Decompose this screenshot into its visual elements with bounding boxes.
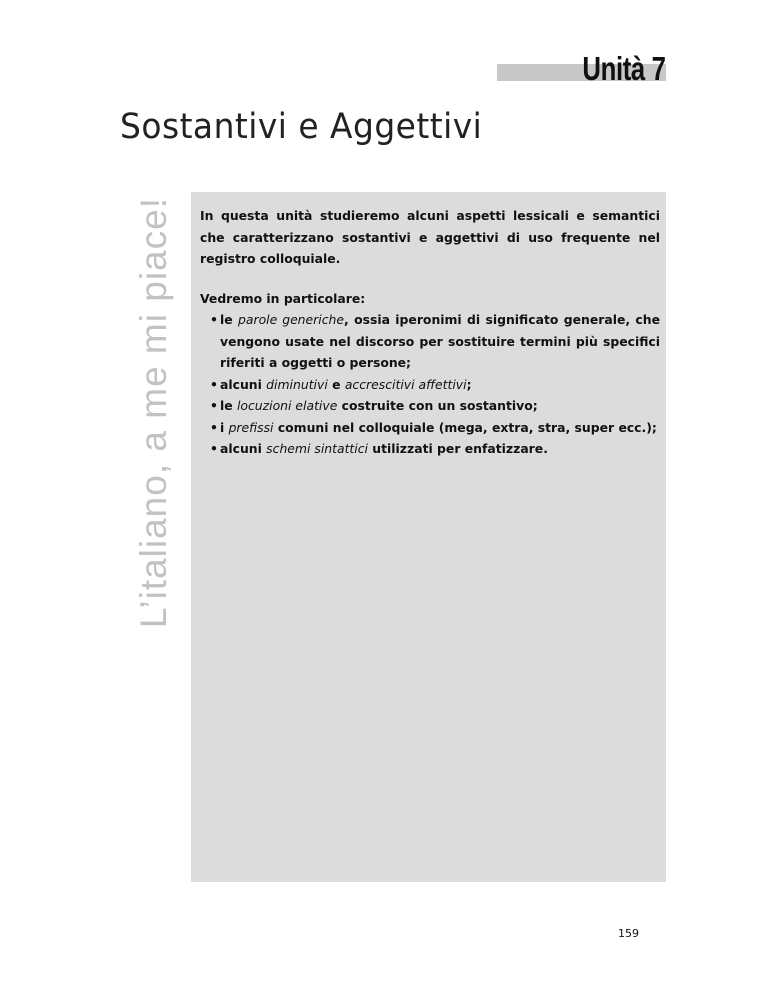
bullet: • <box>210 398 218 413</box>
points-heading: Vedremo in particolare: <box>200 291 366 306</box>
bullet: • <box>210 419 218 435</box>
intro-paragraph: In questa unità studieremo alcuni aspetti lessicali e semantici che caratterizzano sostantivi e aggettivi di uso frequente nel registro colloquiale. <box>200 208 660 266</box>
list-item: • i prefissi comuni nel colloquiale (mega, extra, stra, super ecc.); <box>210 417 660 439</box>
page-number: 159 <box>618 927 639 940</box>
bullet: • <box>210 441 218 456</box>
unit-title: Unità 7 <box>582 50 666 87</box>
list-item: • le locuzioni elative costruite con un sostantivo; <box>210 395 660 417</box>
points-list <box>210 309 660 460</box>
page-title: Sostantivi e Aggettivi <box>120 107 483 147</box>
list-item: • alcuni schemi sintattici utilizzati per enfatizzare. <box>210 438 660 460</box>
list-item: • le parole generiche, ossia iperonimi di significato generale, che vengono usate nel discorso per sostituire termini più specifici riferiti a oggetti o persone; <box>210 309 660 374</box>
bullet: • <box>210 312 218 327</box>
list-item: • alcuni diminutivi e accrescitivi affettivi; <box>210 374 660 396</box>
series-title-text: L’italiano, a me mi piace! <box>133 197 174 629</box>
bullet: • <box>210 376 218 392</box>
